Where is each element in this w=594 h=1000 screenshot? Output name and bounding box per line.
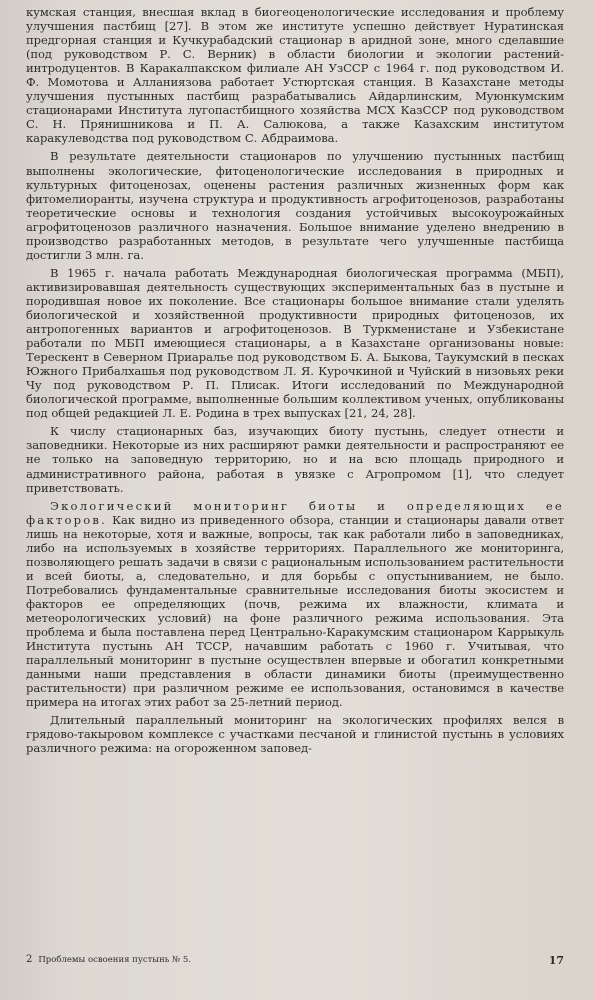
paragraph-1: кумская станция, внесшая вклад в биогеоценологические исследования и проблему улучшения пастбищ [27]. В этом же институте успешно действует Нуратинская предгорная станция и Кучкурабадский стационар в аридной зоне, много сделавшие (под руководством Р. С. Верник) в области биологии и экологии растений-интродуцентов. В Каракалпакском филиале АН УзССР с 1964 г. под руководством И. Ф. Момотова и Алланиязова работает Устюртская станция. В Казахстане методы улучшения пустынных пастбищ разрабатывались Айдарлинским, Муюнкумским стационарами Института лугопастбищного хозяйства МСХ КазССР под руководством С. Н. Прянишникова и П. А. Салюкова, а также Казахским институтом каракулеводства под руководством С. Абдраимова.: [26, 5, 564, 146]
paragraph-2: В результате деятельности стационаров по улучшению пустынных пастбищ выполнены экологические, фитоценологические исследования в природных и культурных фитоценозах, оценены растения различных жизненных форм как фитомелиоранты, изучена структура и продуктивность агрофитоценозов, разработаны теоретические основы и технология создания устойчивых высокоурожайных агрофитоценозов различного назначения. Большое внимание уделено внедрению в производство разработанных методов, в результате чего улучшенные пастбища достигли 3 млн. га.: [26, 149, 564, 262]
page-number: 17: [548, 954, 564, 967]
section-heading: Экологический мониторинг биоты и определяющих ее факторов.: [26, 498, 564, 527]
paragraph-5: [26, 499, 564, 710]
paragraph-5-text: Как видно из приведенного обзора, станции и стационары давали ответ лишь на некоторые, хотя и важные, вопросы, так как работали либо в заповедниках, либо на используемых в хозяйстве территориях. Параллельного же мониторинга, позволяющего решать задачи в связи с рациональным использованием растительности и всей биоты, а, следовательно, и для борьбы с опустыниванием, не было. Потребовались фундаментальные сравнительные исследования биоты экосистем и факторов ее определяющих (почв, режима их влажности, климата и метеорологических условий) на фоне различного режима использования. Эта проблема и была поставлена перед Центрально-Каракумским стационаром Каррыкуль Института пустынь АН ТССР, начавшим работать с 1960 г. Учитывая, что параллельный мониторинг в пустыне осуществлен впервые и обогатил конкретными данными наши представления в области динамики биоты (преимущественно растительности) при различном режиме ее использования, остановимся в качестве примера на итогах этих работ за 25-летний период.: [26, 512, 564, 710]
footnote-mark: 2: [26, 954, 33, 965]
paragraph-6: Длительный параллельный мониторинг на экологических профилях велся в грядово-такыровом комплексе с участками песчаной и глинистой пустынь в условиях различного режима: на огороженном заповед-: [26, 713, 564, 756]
page-footer: [26, 954, 564, 974]
journal-title: Проблемы освоения пустынь № 5.: [38, 955, 191, 965]
body-text: [26, 5, 564, 755]
footer-journal-info: [26, 954, 191, 965]
paragraph-4: К числу стационарных баз, изучающих биоту пустынь, следует отнести и заповедники. Некоторые из них расширяют рамки деятельности и распространяют ее не только на заповедную территорию, но и на всю площадь природного и административного района, работая в увязке с Агропромом [1], что следует приветствовать.: [26, 424, 564, 495]
paragraph-3: В 1965 г. начала работать Международная биологическая программа (МБП), активизировавшая деятельность существующих экспериментальных баз в пустыне и породившая новое их поколение. Все стационары большое внимание стали уделять биологической и хозяйственной продуктивности природных фитоценозов, их антропогенных вариантов и агрофитоценозов. В Туркменистане и Узбекистане работали по МБП имеющиеся стационары, а в Казахстане организованы новые: Терескент в Северном Приаралье под руководством Б. А. Быкова, Таукумский в песках Южного Прибалхашья под руководством Л. Я. Курочкиной и Чуйский в низовьях реки Чу под руководством Р. П. Плисак. Итоги исследований по Международной биологической программе, выполненные большим коллективом ученых, опубликованы под общей редакцией Л. Е. Родина в трех выпусках [21, 24, 28].: [26, 265, 564, 421]
